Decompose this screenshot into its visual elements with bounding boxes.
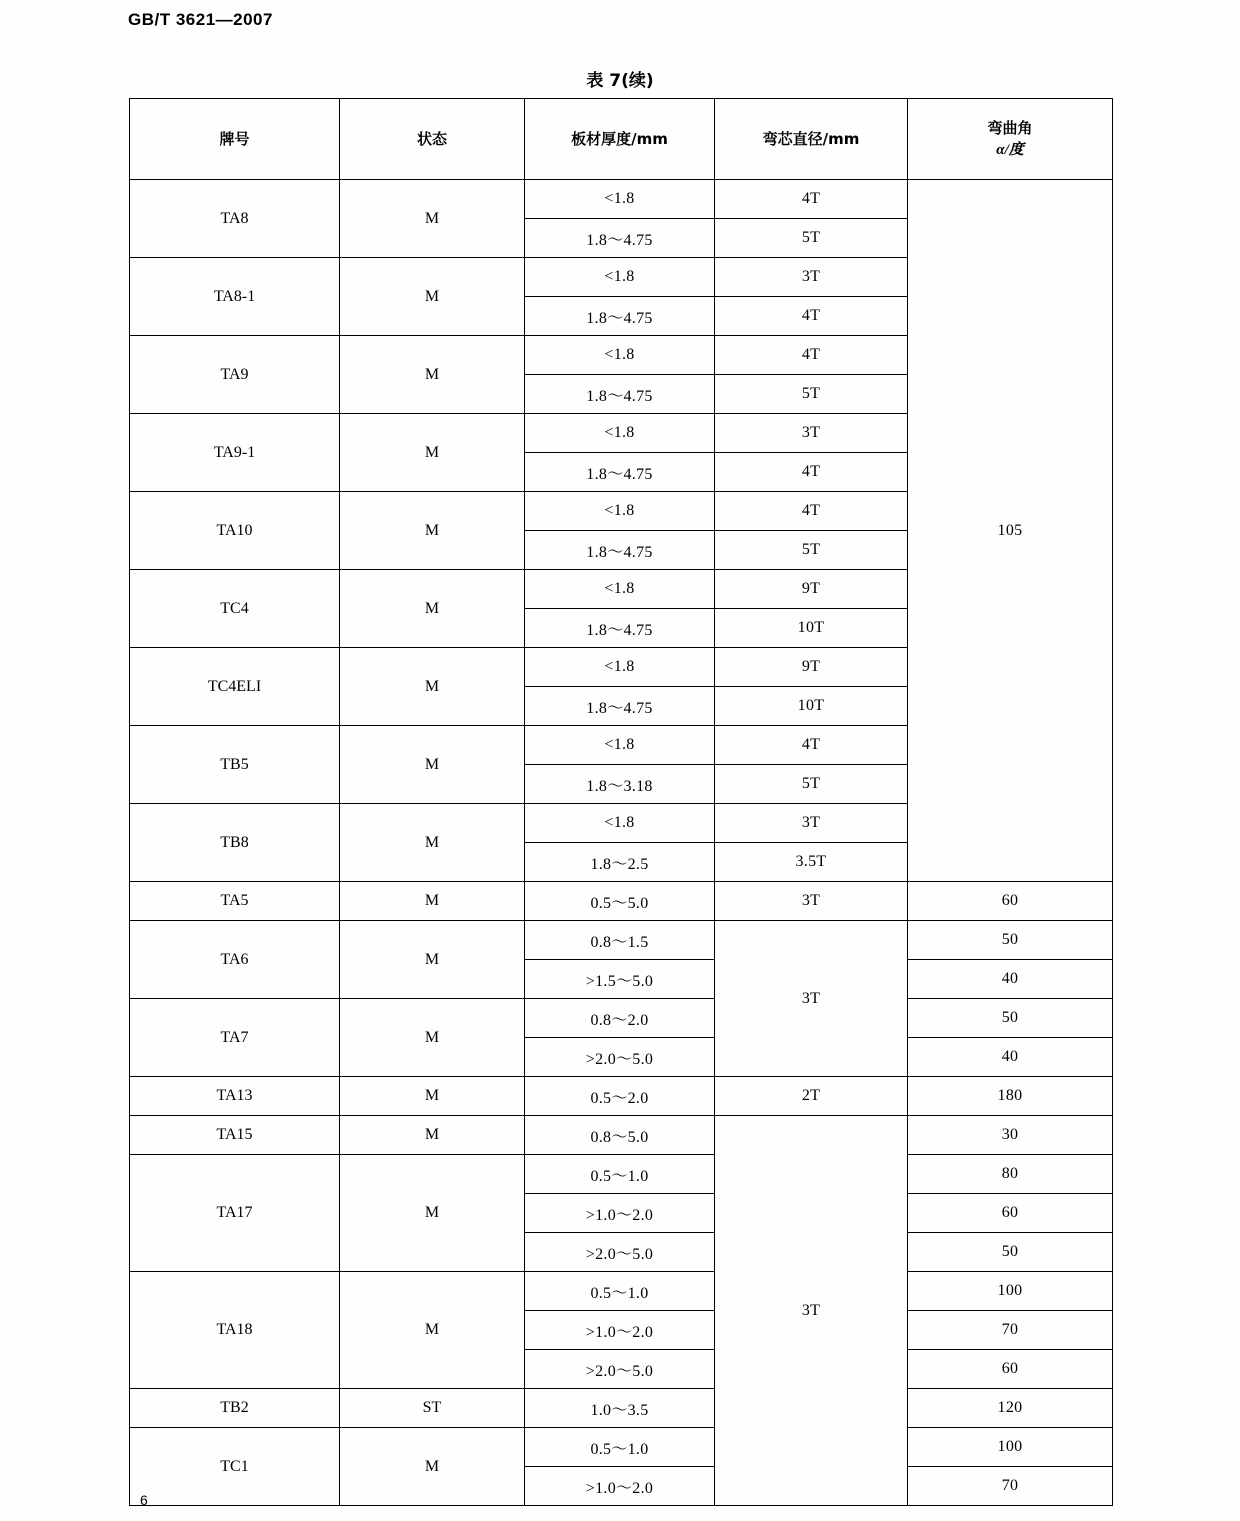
- cell-grade: TA18: [130, 1272, 340, 1389]
- cell-thickness: 0.5～1.0: [525, 1155, 715, 1194]
- cell-diameter: 5T: [715, 531, 908, 570]
- cell-thickness: 1.8～4.75: [525, 687, 715, 726]
- cell-diameter: 3T: [715, 414, 908, 453]
- table-row: [130, 999, 1113, 1038]
- cell-state: M: [340, 492, 525, 570]
- cell-thickness: 0.5～5.0: [525, 882, 715, 921]
- bend-test-table: [129, 98, 1113, 1506]
- cell-grade: TC1: [130, 1428, 340, 1506]
- cell-diameter: 4T: [715, 297, 908, 336]
- cell-state: M: [340, 1428, 525, 1506]
- cell-diameter: 9T: [715, 570, 908, 609]
- cell-grade: TA8: [130, 180, 340, 258]
- cell-thickness: <1.8: [525, 648, 715, 687]
- header-diameter: 弯芯直径/mm: [715, 99, 908, 180]
- cell-thickness: <1.8: [525, 414, 715, 453]
- cell-diameter: 4T: [715, 726, 908, 765]
- cell-thickness: <1.8: [525, 492, 715, 531]
- table-row: [130, 1428, 1113, 1467]
- cell-grade: TA6: [130, 921, 340, 999]
- cell-thickness: <1.8: [525, 804, 715, 843]
- header-thickness: 板材厚度/mm: [525, 99, 715, 180]
- header-grade: 牌号: [130, 99, 340, 180]
- cell-state: M: [340, 1077, 525, 1116]
- cell-thickness: >1.0～2.0: [525, 1467, 715, 1506]
- cell-grade: TA8-1: [130, 258, 340, 336]
- cell-grade: TA9: [130, 336, 340, 414]
- cell-thickness: 0.5～1.0: [525, 1428, 715, 1467]
- cell-state: M: [340, 999, 525, 1077]
- cell-grade: TA7: [130, 999, 340, 1077]
- table-row: [130, 1155, 1113, 1194]
- cell-thickness: 0.8～1.5: [525, 921, 715, 960]
- cell-diameter: 4T: [715, 492, 908, 531]
- cell-thickness: 1.8～4.75: [525, 531, 715, 570]
- cell-thickness: >2.0～5.0: [525, 1350, 715, 1389]
- cell-grade: TA10: [130, 492, 340, 570]
- cell-angle: 120: [908, 1389, 1113, 1428]
- cell-angle: 70: [908, 1311, 1113, 1350]
- cell-thickness: 1.8～4.75: [525, 297, 715, 336]
- cell-angle: 70: [908, 1467, 1113, 1506]
- cell-angle: 50: [908, 921, 1113, 960]
- cell-thickness: >1.0～2.0: [525, 1311, 715, 1350]
- cell-grade: TB2: [130, 1389, 340, 1428]
- cell-thickness: <1.8: [525, 180, 715, 219]
- cell-thickness: 0.8～2.0: [525, 999, 715, 1038]
- table-row: [130, 1272, 1113, 1311]
- cell-grade: TA9-1: [130, 414, 340, 492]
- header-state: 状态: [340, 99, 525, 180]
- cell-angle: 60: [908, 1194, 1113, 1233]
- cell-angle: 180: [908, 1077, 1113, 1116]
- table-row: [130, 1389, 1113, 1428]
- cell-thickness: 0.5～2.0: [525, 1077, 715, 1116]
- table-row: [130, 180, 1113, 219]
- cell-diameter: 9T: [715, 648, 908, 687]
- cell-diameter: 4T: [715, 180, 908, 219]
- table-row: [130, 1116, 1113, 1155]
- cell-thickness: <1.8: [525, 726, 715, 765]
- cell-diameter: 3T: [715, 882, 908, 921]
- cell-grade: TA17: [130, 1155, 340, 1272]
- cell-state: M: [340, 1116, 525, 1155]
- cell-grade: TC4ELI: [130, 648, 340, 726]
- cell-diameter: 4T: [715, 336, 908, 375]
- cell-angle: 30: [908, 1116, 1113, 1155]
- cell-diameter: 3.5T: [715, 843, 908, 882]
- cell-thickness: 1.8～4.75: [525, 609, 715, 648]
- cell-thickness: <1.8: [525, 570, 715, 609]
- cell-diameter: 10T: [715, 609, 908, 648]
- cell-thickness: 1.8～3.18: [525, 765, 715, 804]
- cell-thickness: >2.0～5.0: [525, 1038, 715, 1077]
- cell-thickness: >1.0～2.0: [525, 1194, 715, 1233]
- cell-angle: 40: [908, 960, 1113, 999]
- cell-thickness: >1.5～5.0: [525, 960, 715, 999]
- cell-angle: 60: [908, 882, 1113, 921]
- cell-angle: 100: [908, 1272, 1113, 1311]
- cell-grade: TC4: [130, 570, 340, 648]
- cell-state: M: [340, 570, 525, 648]
- cell-diameter-merged: 3T: [715, 921, 908, 1077]
- cell-thickness: 1.8～2.5: [525, 843, 715, 882]
- table-row: [130, 882, 1113, 921]
- cell-state: M: [340, 336, 525, 414]
- cell-grade: TA5: [130, 882, 340, 921]
- cell-angle: 60: [908, 1350, 1113, 1389]
- cell-diameter: 5T: [715, 375, 908, 414]
- cell-diameter: 4T: [715, 453, 908, 492]
- cell-diameter: 5T: [715, 765, 908, 804]
- cell-grade: TA13: [130, 1077, 340, 1116]
- cell-thickness: 0.8～5.0: [525, 1116, 715, 1155]
- cell-state: ST: [340, 1389, 525, 1428]
- page-number: 6: [140, 1492, 148, 1508]
- cell-grade: TA15: [130, 1116, 340, 1155]
- cell-diameter: 2T: [715, 1077, 908, 1116]
- header-angle-main: 弯曲角: [987, 118, 1033, 137]
- standard-number: GB/T 3621—2007: [128, 10, 273, 29]
- cell-state: M: [340, 1272, 525, 1389]
- table-header-row: [130, 99, 1113, 180]
- table-caption: 表 7(续): [586, 71, 654, 91]
- cell-diameter: 10T: [715, 687, 908, 726]
- cell-state: M: [340, 648, 525, 726]
- cell-state: M: [340, 921, 525, 999]
- cell-state: M: [340, 414, 525, 492]
- cell-angle: 80: [908, 1155, 1113, 1194]
- cell-state: M: [340, 1155, 525, 1272]
- cell-diameter: 3T: [715, 804, 908, 843]
- header-angle-sub: α/度: [996, 142, 1024, 158]
- table-row: [130, 921, 1113, 960]
- cell-grade: TB8: [130, 804, 340, 882]
- cell-angle: 50: [908, 999, 1113, 1038]
- cell-grade: TB5: [130, 726, 340, 804]
- cell-diameter: 5T: [715, 219, 908, 258]
- table-row: [130, 1077, 1113, 1116]
- cell-thickness: <1.8: [525, 336, 715, 375]
- cell-thickness: <1.8: [525, 258, 715, 297]
- cell-state: M: [340, 726, 525, 804]
- cell-thickness: 1.8～4.75: [525, 219, 715, 258]
- cell-thickness: 0.5～1.0: [525, 1272, 715, 1311]
- cell-angle: 50: [908, 1233, 1113, 1272]
- cell-angle: 100: [908, 1428, 1113, 1467]
- cell-diameter-merged: 3T: [715, 1116, 908, 1506]
- cell-thickness: 1.0～3.5: [525, 1389, 715, 1428]
- cell-state: M: [340, 258, 525, 336]
- cell-state: M: [340, 180, 525, 258]
- cell-thickness: 1.8～4.75: [525, 453, 715, 492]
- cell-thickness: 1.8～4.75: [525, 375, 715, 414]
- cell-thickness: >2.0～5.0: [525, 1233, 715, 1272]
- cell-angle: 40: [908, 1038, 1113, 1077]
- cell-state: M: [340, 882, 525, 921]
- header-angle: [908, 99, 1113, 180]
- cell-diameter: 3T: [715, 258, 908, 297]
- cell-angle-merged: 105: [908, 180, 1113, 882]
- cell-state: M: [340, 804, 525, 882]
